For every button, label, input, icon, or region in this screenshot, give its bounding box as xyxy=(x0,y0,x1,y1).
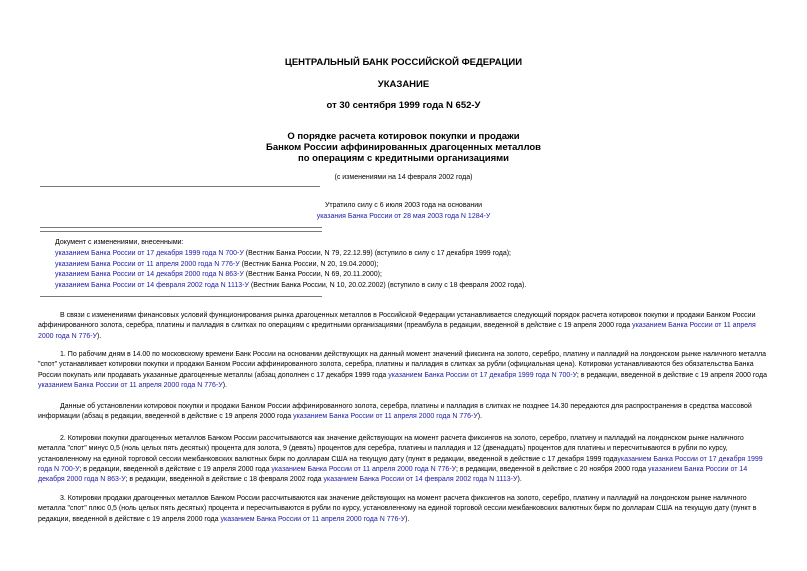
amendment-link[interactable]: указанием Банка России от 11 апреля 2000 года N 776-У xyxy=(38,381,223,389)
divider xyxy=(40,231,322,232)
list-item: указанием Банка России от 14 февраля 2002 года N 1113-У (Вестник Банка России, N 10, 20.02.2002) (вступило в силу с 18 февраля 2002 года). xyxy=(55,282,527,290)
list-item: указанием Банка России от 17 декабря 1999 года N 700-У (Вестник Банка России, N 79, 22.12.99) (вступило в силу с 17 декабря 1999 года); xyxy=(55,249,511,257)
amendment-date-note: (с изменениями на 14 февраля 2002 года) xyxy=(334,174,473,181)
amendment-link[interactable]: указанием Банка России от 11 апреля 2000 года N 776-У xyxy=(271,465,456,473)
paragraph-1: 1. По рабочим дням в 14.00 по московскому времени Банк России на основании действующих на данный момент значений фиксинга на золото, серебро, платину и палладий на лондонском рынке наличного металла "спот" устанавливает котировки покупки и продажи Банком России аффинированного золота, серебра, платины и палладия в слитках за рубли (официальная цена). Котировки устанавливаются без обязательства Банка России покупать или продавать указанные драгоценные металлы (абзац дополнен с 17 декабря 1999 года указанием Банка России от 17 декабря 1999 года N 700-У; в редакции, введенной в действие с 19 апреля 2000 года указанием Банка России от 11 апреля 2000 года N 776-У). xyxy=(38,351,767,389)
title-line: Банком России аффинированных драгоценных металлов xyxy=(265,142,542,153)
amendment-link[interactable]: указанием Банка России от 14 февраля 2002 года N 1113-У xyxy=(323,476,518,484)
paragraph-1-media: Данные об установлении котировок покупки и продажи Банком России аффинированного золота, серебра, платины и палладия в слитках не позднее 14.30 передаются для распространения в средства массовой информации (абзац в редакции, введенной в действие с 19 апреля 2000 года указанием Банка России от 11 апреля 2000 года N 776-У). xyxy=(38,403,752,421)
document-date-number: от 30 сентября 1999 года N 652-У xyxy=(326,100,481,111)
issuer-heading: ЦЕНТРАЛЬНЫЙ БАНК РОССИЙСКОЙ ФЕДЕРАЦИИ xyxy=(284,57,523,68)
divider xyxy=(40,296,322,297)
title-line: О порядке расчета котировок покупки и продажи xyxy=(287,131,520,142)
list-item: указанием Банка России от 11 апреля 2000 года N 776-У (Вестник Банка России, N 20, 19.04.2000); xyxy=(55,260,379,268)
amendment-link[interactable]: указанием Банка России от 17 декабря 1999 года N 700-У xyxy=(55,249,244,257)
amendment-link[interactable]: указанием Банка России от 14 февраля 2002 года N 1113-У xyxy=(55,282,249,290)
amendment-link[interactable]: указанием Банка России от 11 апреля 2000 года N 776-У xyxy=(55,260,240,268)
document-type: УКАЗАНИЕ xyxy=(377,79,430,90)
paragraph-preamble: В связи с изменениями финансовых условий функционирования рынка драгоценных металлов в Российской Федерации устанавливается следующий порядок расчета котировок покупки и продажи Банком России аффинированного золота, серебра, платины и палладия в слитках по операциям с кредитными организациями (преамбула в редакции, введенной в действие с 19 апреля 2000 года указанием Банка России от 11 апреля 2000 года N 776-У). xyxy=(38,312,756,340)
repeal-link[interactable]: указания Банка России от 28 мая 2003 года N 1284-У xyxy=(316,212,491,220)
status-text: Утратило силу с 6 июля 2003 года на основании xyxy=(324,202,483,209)
amendment-link[interactable]: указанием Банка России от 14 декабря 2000 года N 863-У xyxy=(38,465,748,484)
status-note xyxy=(0,201,807,222)
amendments-list xyxy=(55,238,526,292)
amendment-link[interactable]: указанием Банка России от 11 апреля 2000 года N 776-У xyxy=(38,322,756,340)
amendment-link[interactable]: указанием Банка России от 11 апреля 2000 года N 776-У xyxy=(220,515,406,523)
paragraph-3: 3. Котировки продажи драгоценных металлов Банком России рассчитываются как значение действующих на момент расчета фиксингов на золото, серебро, платину и палладий на лондонском рынке наличного металла "спот" плюс 0,5 (ноль целых пять десятых) процента и пересчитываются в рубли по курсу, установленному на единой торговой сессии межбанковских валютных бирж по долларам США на текущую дату (пункт в редакции, введенной в действие с 19 апреля 2000 года указанием Банка России от 11 апреля 2000 года N 776-У). xyxy=(38,495,757,523)
amendment-link[interactable]: указанием Банка России от 14 декабря 2000 года N 863-У xyxy=(55,271,244,279)
amendment-link[interactable]: указанием Банка России от 17 декабря 1999 года N 700-У xyxy=(38,455,763,473)
amendment-link[interactable]: указанием Банка России от 11 апреля 2000 года N 776-У xyxy=(293,413,478,421)
divider xyxy=(40,186,320,187)
title-line: по операциям с кредитными организациями xyxy=(297,153,510,164)
list-item: указанием Банка России от 14 декабря 2000 года N 863-У (Вестник Банка России, N 69, 20.11.2000); xyxy=(55,271,382,279)
divider xyxy=(40,227,322,228)
amendments-intro: Документ с изменениями, внесенными: xyxy=(55,239,184,246)
amendment-link[interactable]: указанием Банка России от 17 декабря 1999 года N 700-У xyxy=(388,371,577,379)
document-title xyxy=(0,131,807,164)
paragraph-2: 2. Котировки покупки драгоценных металлов Банком России рассчитываются как значение действующих на момент расчета фиксингов на золото, серебро, платину и палладий на лондонском рынке наличного металла "спот" минус 0,5 (ноль целых пять десятых) процента для золота, 9 (девять) процентов для серебра, платины и палладия и 12 (двенадцать) процентов для платины и пересчитываются в рубли по курсу, установленному на единой торговой сессии межбанковских валютных бирж по долларам США на текущую дату (пункт в редакции, введенной в действие с 17 декабря 1999 годауказанием Банка России от 17 декабря 1999 года N 700-У; в редакции, введенной в действие с 19 апреля 2000 года указанием Банка России от 11 апреля 2000 года N 776-У; в редакции, введенной в действие с 20 ноября 2000 года указанием Банка России от 14 декабря 2000 года N 863-У; в редакции, введенной в действие с 18 февраля 2002 года указанием Банка России от 14 февраля 2002 года N 1113-У). xyxy=(38,435,763,484)
